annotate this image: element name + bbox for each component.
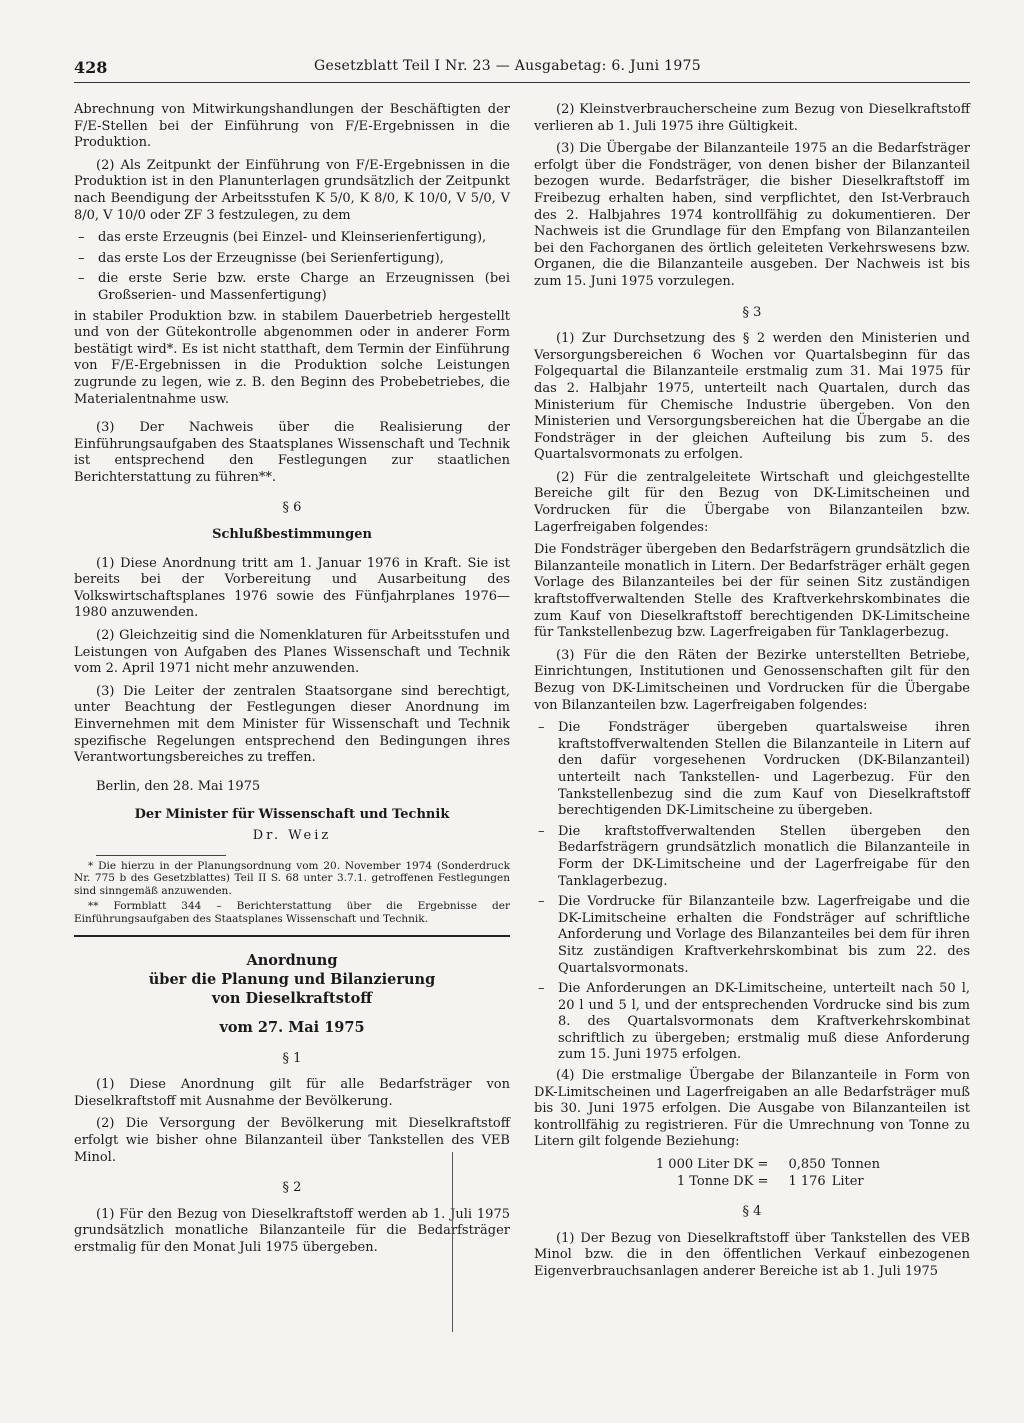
paragraph: (3) Die Übergabe der Bilanzanteile 1975 an die Bedarfsträger erfolgt über die Fondsträger, von denen bisher der Bilanzanteil bezogen wurde. Bedarfsträger, die bisher Dieselkraftstoff im Freibezug erhalten haben, sind verpflichtet, den Ist-Verbrauch des 2. Halbjahres 1974 kontrollfähig zu dokumentieren. Der Nachweis ist die Grundlage für den Empfang von Bilanzanteilen bei den Fachorganen des örtlich geleiteten Verkehrswesens bzw. Organen, die die Bilanzanteile ausgeben. Der Nachweis ist bis zum 15. Juni 1975 vorzulegen.: [534, 141, 970, 289]
paragraph: Abrechnung von Mitwirkungshandlungen der Beschäftigten der F/E-Stellen bei der Einführung von F/E-Ergebnissen in die Produktion.: [74, 102, 510, 151]
ordinance-date: vom 27. Mai 1975: [219, 1019, 365, 1037]
scan-artifact-line: [452, 1152, 453, 1332]
page-header: [74, 58, 970, 82]
paragraph: in stabiler Produktion bzw. in stabilem Dauerbetrieb hergestellt und von der Gütekontrolle abgenommen oder in anderer Form bestätigt wird*. Es ist nicht statthaft, dem Termin der Einführung von F/E-Ergebnissen in die Produktion solche Leistungen zugrunde zu legen, wie z. B. den Beginn des Probebetriebes, die Materialentnahme usw.: [74, 308, 510, 407]
page-number: 428: [74, 58, 108, 77]
signer-name: Dr. Weiz: [252, 827, 332, 843]
ordinance-title: über die Planung und Bilanzierung: [148, 971, 436, 989]
footnote: ** Formblatt 344 – Berichterstattung über die Ergebnisse der Einführungsaufgaben des Staatsplanes Wissenschaft und Technik.: [74, 900, 510, 925]
ordinance-title: Anordnung: [246, 952, 338, 970]
conversion-value: 1 176: [788, 1173, 826, 1189]
paragraph: (3) Für die den Räten der Bezirke unterstellten Betriebe, Einrichtungen, Institutionen und Genossenschaften gilt für den Bezug von DK-Limitscheinen und Vordrucken für die Übergabe von Bilanzanteilen bzw. Lagerfreigaben folgendes:: [534, 647, 970, 713]
paragraph: (1) Der Bezug von Dieselkraftstoff über Tankstellen des VEB Minol bzw. die in den öffentlichen Verkauf einbezogenen Eigenverbrauchsanlagen anderer Bereiche ist ab 1. Juli 1975: [534, 1230, 970, 1279]
paragraph: (2) Gleichzeitig sind die Nomenklaturen für Arbeitsstufen und Leistungen von Aufgaben des Planes Wissenschaft und Technik vom 2. April 1971 nicht mehr anzuwenden.: [74, 628, 510, 677]
dash-item: – Die Vordrucke für Bilanzanteile bzw. Lagerfreigabe und die DK-Limitscheine erhalten die Fondsträger auf schriftliche Anforderung und Vorlage des Bilanzanteiles bei dem für ihren Sitz zuständigen Kraftverkehrskombinat bis zum 22. des Quartalsvormonats.: [534, 894, 970, 977]
footnote: * Die hierzu in der Planungsordnung vom 20. November 1974 (Sonderdruck Nr. 775 b des Gesetzblattes) Teil II S. 68 unter 3.7.1. getroffenen Festlegungen sind sinngemäß anzuwenden.: [74, 859, 510, 897]
dash-item: – das erste Los der Erzeugnisse (bei Serienfertigung),: [74, 251, 510, 268]
paragraph: (1) Diese Anordnung gilt für alle Bedarfsträger von Dieselkraftstoff mit Ausnahme der Bevölkerung.: [74, 1077, 510, 1109]
paragraph: (3) Der Nachweis über die Realisierung der Einführungsaufgaben des Staatsplanes Wissenschaft und Technik ist entsprechend den Festlegungen zur staatlichen Berichterstattung zu führen**.: [74, 420, 510, 485]
paragraph: (2) Die Versorgung der Bevölkerung mit Dieselkraftstoff erfolgt wie bisher ohne Bilanzanteil über Tankstellen des VEB Minol.: [74, 1116, 510, 1165]
section-heading: § 6: [282, 500, 302, 516]
dash-item: – Die Fondsträger übergeben quartalsweise ihren kraftstoffverwaltenden Stellen die Bilanzanteile in Litern auf den dafür vorgesehenen Vordrucken (DK-Bilanzanteil) unterteilt nach Tankstellen- und Lagerbezug. Für den Tankstellenbezug sind die zum Kauf von Dieselkraftstoff berechtigenden DK-Limitscheine zu übergeben.: [534, 720, 970, 820]
paragraph: (3) Die Leiter der zentralen Staatsorgane sind berechtigt, unter Beachtung der Festlegungen dieser Anordnung im Einvernehmen mit dem Minister für Wissenschaft und Technik spezifische Regelungen entsprechend den Bedingungen ihres Verantwortungsbereiches zu treffen.: [74, 683, 510, 766]
conversion-table: [534, 1157, 970, 1190]
header-rule: [74, 82, 970, 83]
dash-item: – Die kraftstoffverwaltenden Stellen übergeben den Bedarfsträgern grundsätzlich monatlich die Bilanzanteile in Form der DK-Limitscheine und der Lagerfreigabe für den Tanklagerbezug.: [534, 824, 970, 890]
conversion-label: 1 000 Liter DK =: [655, 1157, 769, 1173]
paragraph: (2) Für die zentralgeleitete Wirtschaft und gleichgestellte Bereiche gilt für den Bezug von DK-Limitscheinen und Vordrucken für die Übergabe von Bilanzanteilen bzw. Lagerfreigaben folgendes:: [534, 469, 970, 535]
conversion-value: 0,850: [788, 1157, 826, 1173]
dash-item: – die erste Serie bzw. erste Charge an Erzeugnissen (bei Großserien- und Massenfertigung): [74, 271, 510, 304]
paragraph: Die Fondsträger übergeben den Bedarfsträgern grundsätzlich die Bilanzanteile monatlich in Litern. Der Bedarfsträger erhält gegen Vorlage des Bilanzanteiles bei der für seinen Sitz zuständigen kraftstoffverwaltenden Stelle des Kraftverkehrskombinates die zum Kauf von Dieselkraftstoff berechtigenden DK-Limitscheine für Tankstellenbezug bzw. Lagerfreigaben für Tanklagerbezug.: [534, 542, 970, 641]
section-heading: § 3: [742, 304, 762, 320]
paragraph: (2) Kleinstverbraucherscheine zum Bezug von Dieselkraftstoff verlieren ab 1. Juli 1975 ihre Gültigkeit.: [534, 102, 970, 134]
running-head: Gesetzblatt Teil I Nr. 23 — Ausgabetag: 6. Juni 1975: [314, 58, 701, 74]
section-heading: § 1: [282, 1050, 302, 1066]
paragraph: (1) Zur Durchsetzung des § 2 werden den Ministerien und Versorgungsbereichen 6 Wochen vor Quartalsbeginn für das Folgequartal die Bilanzanteile erstmalig zum 31. Mai 1975 für das 2. Halbjahr 1975, unterteilt nach Quartalen, durch das Ministerium für Chemische Industrie übergeben. Von den Ministerien und Versorgungsbereichen hat die Übergabe an die Fondsträger in der gleichen Aufteilung bis zum 5. des Quartalsvormonats zu erfolgen.: [534, 331, 970, 463]
right-column: [534, 102, 970, 1287]
section-heading: § 4: [742, 1204, 762, 1220]
paragraph: (1) Diese Anordnung tritt am 1. Januar 1976 in Kraft. Sie ist bereits bei der Vorbereitung und Ausarbeitung des Volkswirtschaftsplanes 1976 sowie des Fünfjahrplanes 1976—1980 anzuwenden.: [74, 555, 510, 621]
footnote-rule: [96, 855, 226, 856]
ordinance-title: von Dieselkraftstoff: [211, 990, 373, 1008]
section-title: Schlußbestimmungen: [212, 527, 372, 543]
paragraph: (2) Als Zeitpunkt der Einführung von F/E-Ergebnissen in die Produktion ist in den Planunterlagen grundsätzlich der Zeitpunkt nach Beendigung der Arbeitsstufen K 5/0, K 8/0, K 10/0, V 5/0, V 8/0, V 10/0 oder ZF 3 festzulegen, zu dem: [74, 157, 510, 223]
conversion-label: 1 Tonne DK =: [676, 1173, 769, 1189]
paragraph: (4) Die erstmalige Übergabe der Bilanzanteile in Form von DK-Limitscheinen und Lagerfreigaben an alle Bedarfsträger muß bis 30. Juni 1975 erfolgen. Die Ausgabe von Bilanzanteilen ist kontrollfähig zu registrieren. Für die Umrechnung von Tonne zu Litern gilt folgende Beziehung:: [534, 1068, 970, 1150]
paragraph: (1) Für den Bezug von Dieselkraftstoff werden ab 1. Juli 1975 grundsätzlich monatliche Bilanzanteile für die Bedarfsträger erstmalig für den Monat Juli 1975 übergeben.: [74, 1206, 510, 1255]
dash-item: – Die Anforderungen an DK-Limitscheine, unterteilt nach 50 l, 20 l und 5 l, und der entsprechenden Vordrucke sind bis zum 8. des Quartalsvormonats dem Kraftverkehrskombinat schriftlich zu übergeben; erstmalig muß diese Anforderung zum 15. Juni 1975 erfolgen.: [534, 981, 970, 1064]
section-heading: § 2: [282, 1180, 302, 1196]
left-column: [74, 102, 510, 1263]
dash-item: – das erste Erzeugnis (bei Einzel- und Kleinserienfertigung),: [74, 230, 510, 247]
place-date: Berlin, den 28. Mai 1975: [96, 778, 261, 794]
conversion-unit: Liter: [831, 1173, 864, 1189]
separator-rule: [74, 935, 510, 937]
signer-title: Der Minister für Wissenschaft und Technik: [134, 807, 450, 823]
conversion-unit: Tonnen: [831, 1157, 880, 1173]
